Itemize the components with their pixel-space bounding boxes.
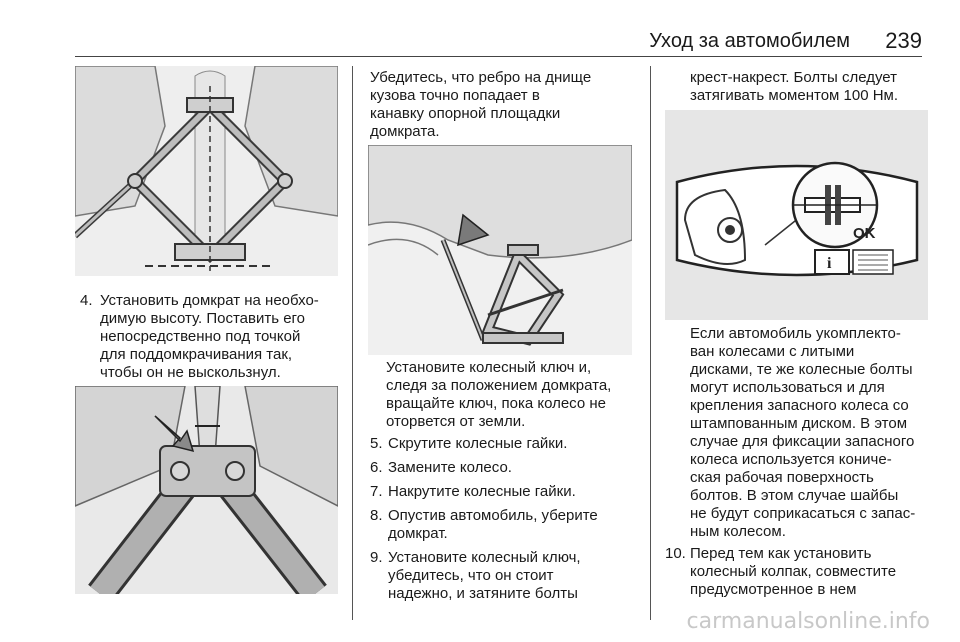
step-7 [370, 483, 648, 503]
step-10 [665, 545, 957, 601]
step-line: Опустив автомобиль, уберите [388, 507, 598, 524]
jack-lifting-illustration [368, 145, 632, 355]
paragraph-line: кузова точно попадает в [370, 87, 540, 104]
wheel-bolt-illustration [665, 110, 928, 320]
step-line: колесный колпак, совместите [690, 563, 897, 580]
step-number: 9. [370, 549, 383, 566]
step-4 [80, 292, 342, 382]
paragraph-line: следя за положением домкрата, [386, 377, 612, 394]
step-number: 7. [370, 483, 383, 500]
figure-wheel-bolt [665, 110, 928, 320]
paragraph-line: колеса используется кониче- [690, 451, 892, 468]
paragraph-line: канавку опорной площадки [370, 105, 561, 122]
step-line: Замените колесо. [388, 459, 512, 476]
paragraph-line: домкрата. [370, 123, 440, 140]
step-number: 8. [370, 507, 383, 524]
step-4-line: Установить домкрат на необхо- [100, 292, 319, 309]
page-number: 239 [885, 28, 922, 53]
running-header-title: Уход за автомобилем [649, 30, 850, 52]
paragraph-line: Если автомобиль укомплекто- [690, 325, 901, 342]
column-divider-2 [650, 66, 651, 620]
paragraph-line: могут использоваться и для [690, 379, 885, 396]
step-line: Скрутите колесные гайки. [388, 435, 568, 452]
watermark: carmanualsonline.info [686, 609, 930, 634]
column-divider-1 [352, 66, 353, 620]
step-line: убедитесь, что он стоит [388, 567, 554, 584]
col2-intro-paragraph [370, 69, 645, 141]
paragraph-line: штампованным диском. В этом [690, 415, 908, 432]
step-number: 10. [665, 545, 686, 562]
paragraph-line: крест-накрест. Болты следует [690, 69, 898, 86]
paragraph-line: затягивать моментом 100 Нм. [690, 87, 899, 104]
step-line: Установите колесный ключ, [388, 549, 581, 566]
paragraph-line: оторвется от земли. [386, 413, 526, 430]
step-6 [370, 459, 648, 479]
step-number: 6. [370, 459, 383, 476]
step-4-line: чтобы он не выскользнул. [100, 364, 281, 381]
ok-label: OK [853, 225, 876, 242]
col3-intro-paragraph [690, 69, 955, 105]
step-4-line: непосредственно под точкой [100, 328, 301, 345]
paragraph-line: ным колесом. [690, 523, 786, 540]
step-4-line: для поддомкрачивания так, [100, 346, 293, 363]
step-8 [370, 507, 648, 545]
paragraph-line: ван колесами с литыми [690, 343, 855, 360]
figure-jack-front-view [75, 66, 338, 276]
step-4-line: димую высоту. Поставить его [100, 310, 306, 327]
paragraph-line: не будут соприкасаться с запас- [690, 505, 916, 522]
svg-text:i: i [827, 255, 832, 272]
step-number: 4. [80, 292, 93, 309]
paragraph-line: болтов. В этом случае шайбы [690, 487, 899, 504]
paragraph-line: случае для фиксации запасного [690, 433, 915, 450]
figure-jack-closeup [75, 386, 338, 594]
paragraph-line: крепления запасного колеса со [690, 397, 909, 414]
step-line: Накрутите колесные гайки. [388, 483, 576, 500]
step-5 [370, 435, 648, 455]
paragraph-line: Убедитесь, что ребро на днище [370, 69, 592, 86]
paragraph-line: дисками, те же колесные болты [690, 361, 913, 378]
paragraph-line: ская рабочая поверхность [690, 469, 874, 486]
step-line: домкрат. [388, 525, 448, 542]
col2-after-figure-paragraph [386, 359, 648, 431]
step-line: надежно, и затяните болты [388, 585, 578, 602]
jack-front-illustration [75, 66, 338, 276]
paragraph-line: вращайте ключ, пока колесо не [386, 395, 606, 412]
step-line: Перед тем как установить [690, 545, 872, 562]
step-line: предусмотренное в нем [690, 581, 857, 598]
figure-jack-lifting [368, 145, 632, 355]
step-number: 5. [370, 435, 383, 452]
step-9 [370, 549, 648, 605]
header-rule [75, 56, 922, 57]
col3-note-paragraph [690, 325, 955, 541]
jack-closeup-illustration [75, 386, 338, 594]
paragraph-line: Установите колесный ключ и, [386, 359, 592, 376]
